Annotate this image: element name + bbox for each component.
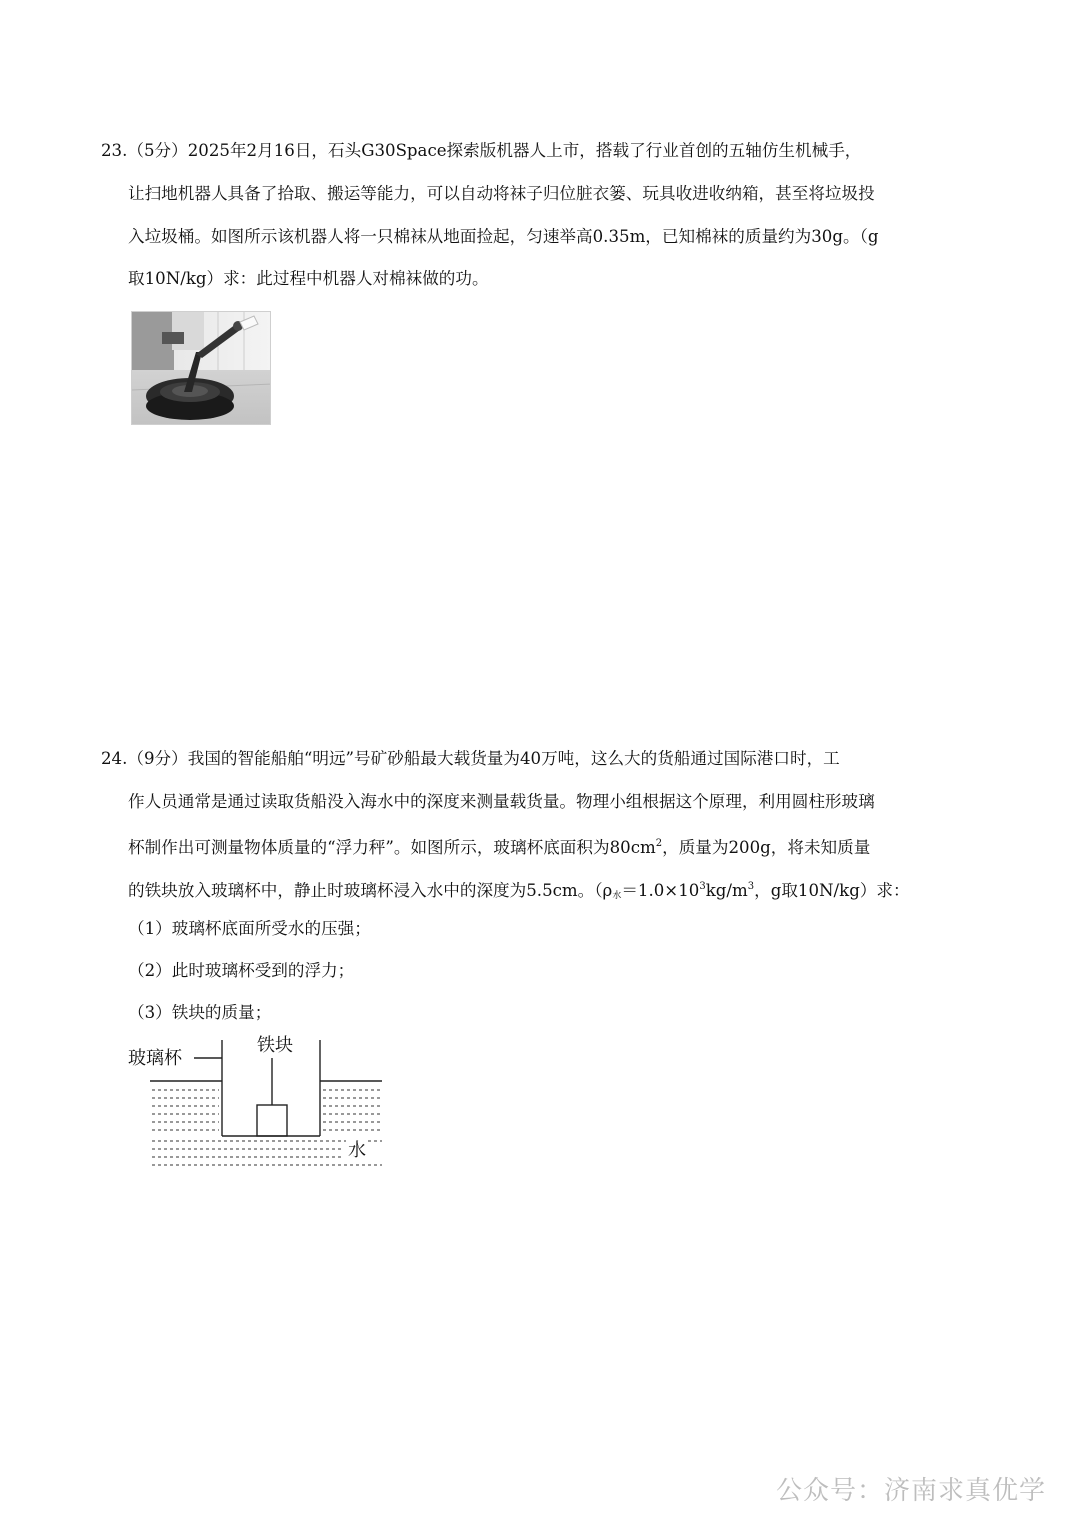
q24-sub-question-1: （1）玻璃杯底面所受水的压强； bbox=[128, 919, 371, 938]
q24-line-3-post: ，质量为200g，将未知质量 bbox=[662, 838, 871, 857]
q24-sub-question-2: （2）此时玻璃杯受到的浮力； bbox=[128, 961, 355, 980]
q24-line-4-c: kg/m bbox=[705, 881, 748, 900]
water-label: 水 bbox=[348, 1140, 366, 1161]
q24-line-3-sup: 2 bbox=[655, 838, 663, 849]
q24-line-2: 作人员通常是通过读取货船没入海水中的深度来测量载货量。物理小组根据这个原理，利用圆柱形玻璃 bbox=[128, 792, 875, 811]
q24-line-1: 24.（9分）我国的智能船舶“明远”号矿砂船最大载货量为40万吨，这么大的货船通过国际港口时，工 bbox=[101, 749, 840, 768]
robot-photo-image bbox=[132, 312, 271, 425]
q24-line-4-b: ＝1.0×10 bbox=[621, 881, 700, 900]
q23-line-2: 让扫地机器人具备了拾取、搬运等能力，可以自动将袜子归位脏衣篓、玩具收进收纳箱，甚至将垃圾投 bbox=[128, 184, 875, 203]
q24-line-3-pre: 杯制作出可测量物体质量的“浮力秤”。如图所示，玻璃杯底面积为80cm bbox=[128, 838, 656, 857]
q24-line-4-sub: 水 bbox=[612, 891, 622, 901]
buoyancy-scale-figure bbox=[120, 1030, 400, 1180]
q24-sub-question-3: （3）铁块的质量； bbox=[128, 1003, 272, 1022]
q24-line-4 bbox=[128, 876, 910, 907]
q23-line-3: 入垃圾桶。如图所示该机器人将一只棉袜从地面捡起，匀速举高0.35m，已知棉袜的质量约为30g。（g bbox=[128, 227, 879, 246]
q24-line-4-a: 的铁块放入玻璃杯中，静止时玻璃杯浸入水中的深度为5.5cm。（ρ bbox=[128, 881, 613, 900]
q24-line-3 bbox=[128, 833, 870, 859]
watermark: 公众号：济南求真优学 bbox=[775, 1476, 1046, 1506]
q23-line-4: 取10N/kg）求：此过程中机器人对棉袜做的功。 bbox=[128, 269, 489, 288]
cup-label: 玻璃杯 bbox=[128, 1048, 182, 1069]
q24-line-4-sup1: 3 bbox=[699, 881, 706, 892]
robot-photo bbox=[131, 311, 271, 425]
q23-line-1: 23.（5分）2025年2月16日，石头G30Space探索版机器人上市，搭载了行业首创的五轴仿生机械手， bbox=[101, 141, 862, 160]
iron-block-label: 铁块 bbox=[257, 1035, 293, 1056]
q24-line-4-d: ，g取10N/kg）求： bbox=[754, 881, 910, 900]
q24-line-4-sup2: 3 bbox=[747, 881, 755, 892]
